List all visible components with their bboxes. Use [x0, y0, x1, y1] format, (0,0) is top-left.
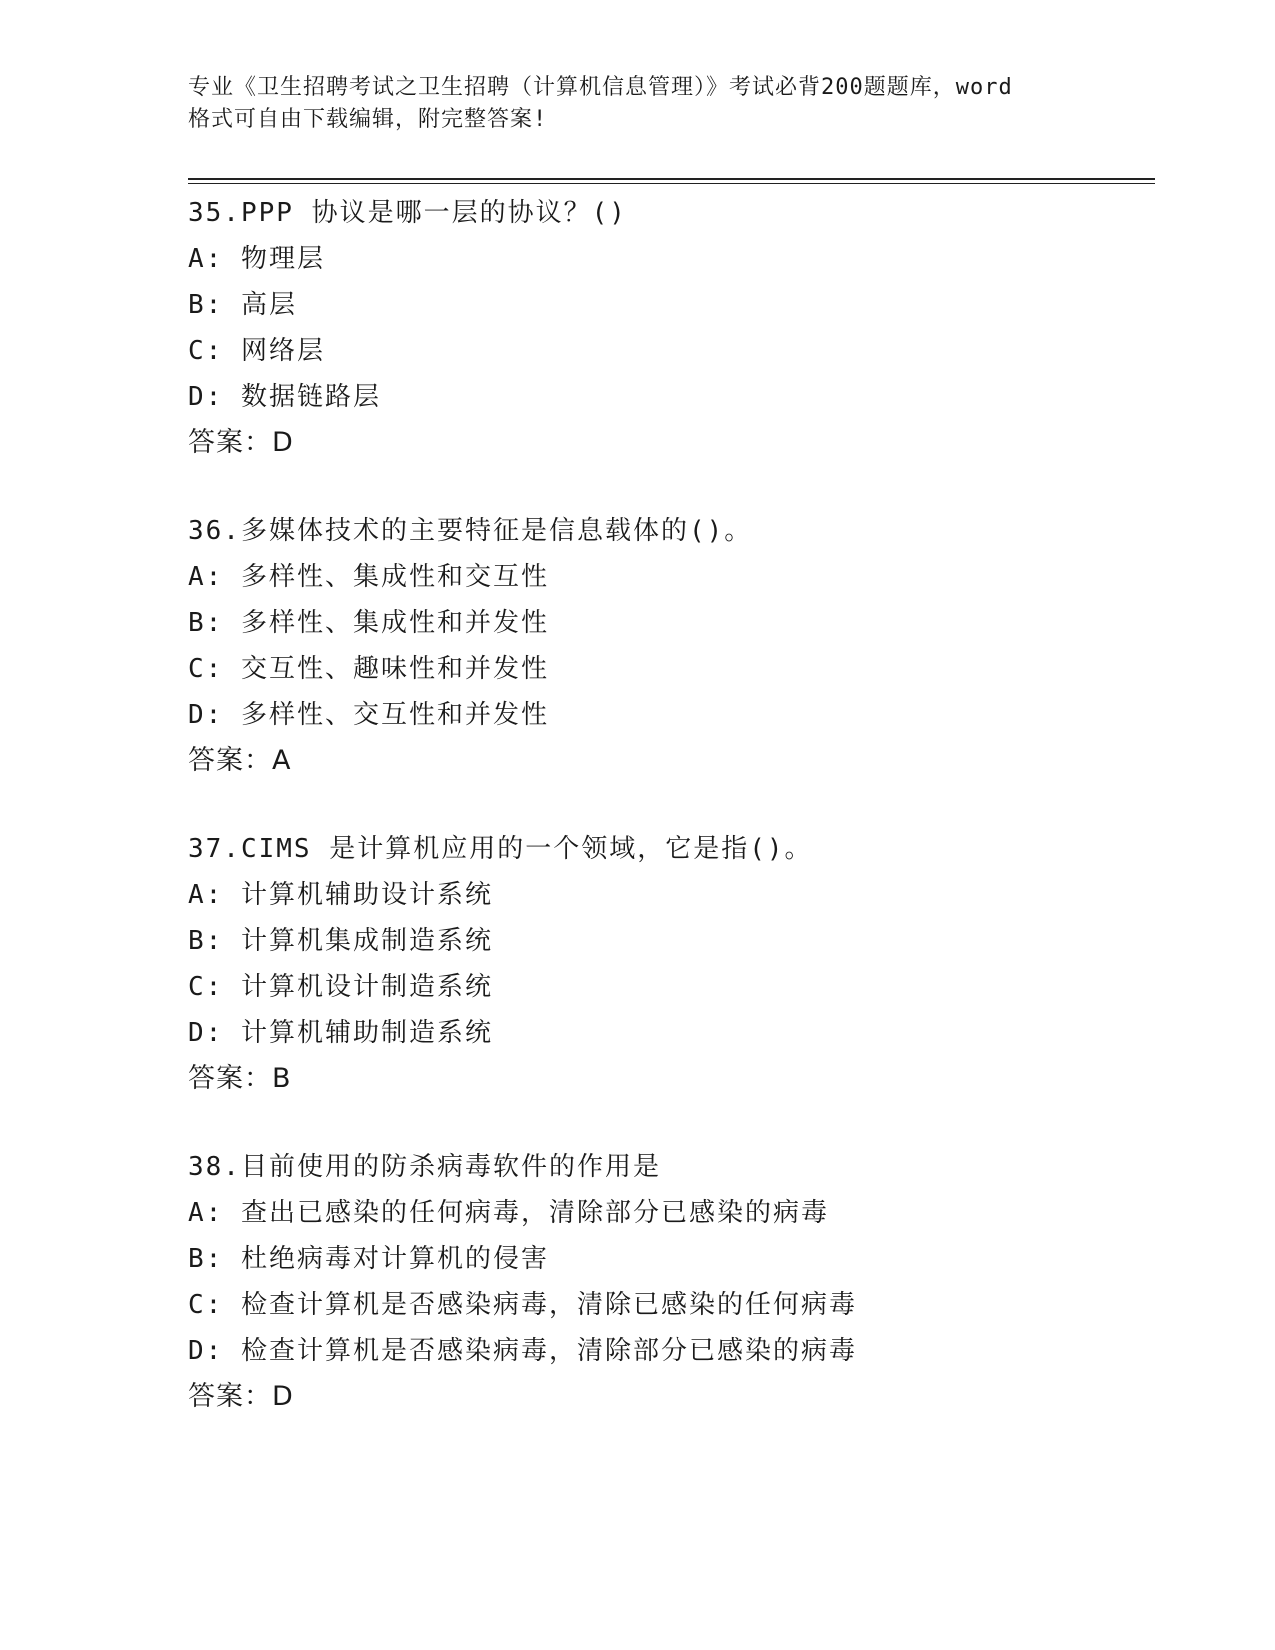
option-b: B: 计算机集成制造系统 — [188, 926, 493, 956]
option-d: D: 多样性、交互性和并发性 — [188, 700, 549, 730]
divider-thick-line — [188, 178, 1155, 180]
question-37 — [188, 826, 1148, 1102]
option-c: C: 计算机设计制造系统 — [188, 972, 493, 1002]
option-c: C: 网络层 — [188, 336, 325, 366]
answer-line: 答案：A — [188, 745, 292, 776]
option-d: D: 检查计算机是否感染病毒，清除部分已感染的病毒 — [188, 1336, 857, 1366]
question-35 — [188, 190, 1148, 466]
option-d: D: 计算机辅助制造系统 — [188, 1018, 493, 1048]
header-divider — [188, 178, 1155, 185]
option-b: B: 高层 — [188, 290, 297, 320]
header-line-1: 专业《卫生招聘考试之卫生招聘（计算机信息管理）》考试必背200题题库，word — [188, 75, 1013, 100]
question-text: 35.PPP 协议是哪一层的协议？() — [188, 198, 627, 228]
divider-thin-line — [188, 183, 1155, 184]
answer-line: 答案：D — [188, 427, 294, 458]
option-c: C: 交互性、趣味性和并发性 — [188, 654, 549, 684]
question-36 — [188, 508, 1148, 784]
option-b: B: 多样性、集成性和并发性 — [188, 608, 549, 638]
question-text: 37.CIMS 是计算机应用的一个领域，它是指()。 — [188, 834, 813, 864]
answer-line: 答案：D — [188, 1381, 294, 1412]
option-b: B: 杜绝病毒对计算机的侵害 — [188, 1244, 549, 1274]
document-header — [188, 72, 1088, 136]
option-a: A: 查出已感染的任何病毒，清除部分已感染的病毒 — [188, 1198, 829, 1228]
option-a: A: 计算机辅助设计系统 — [188, 880, 493, 910]
question-list — [188, 190, 1148, 1462]
question-text: 36.多媒体技术的主要特征是信息载体的()。 — [188, 516, 753, 546]
option-c: C: 检查计算机是否感染病毒，清除已感染的任何病毒 — [188, 1290, 857, 1320]
header-line-2: 格式可自由下载编辑，附完整答案! — [188, 107, 548, 132]
question-38 — [188, 1144, 1148, 1420]
option-d: D: 数据链路层 — [188, 382, 381, 412]
option-a: A: 多样性、集成性和交互性 — [188, 562, 549, 592]
option-a: A: 物理层 — [188, 244, 325, 274]
answer-line: 答案：B — [188, 1063, 292, 1094]
question-text: 38.目前使用的防杀病毒软件的作用是 — [188, 1152, 661, 1182]
